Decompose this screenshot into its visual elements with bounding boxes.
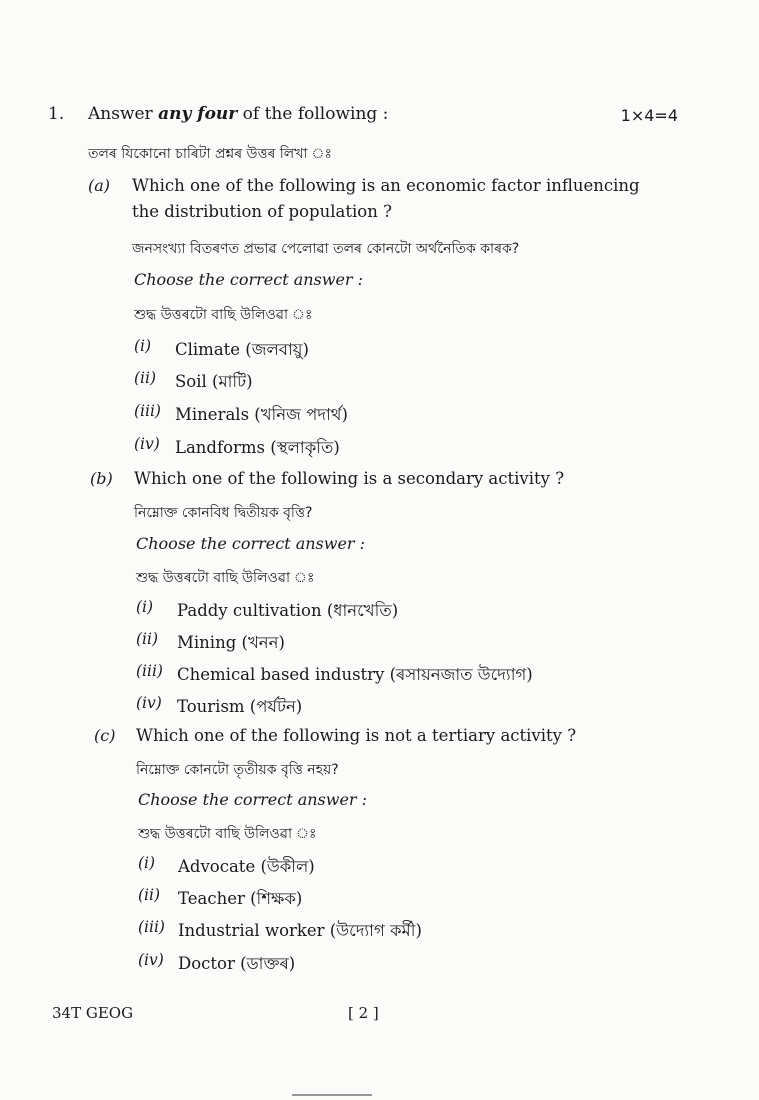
option-text: Chemical based industry (ৰসায়নজাত উদ্যোগ): [177, 665, 533, 684]
part-b-choose-bn: শুদ্ধ উত্তৰটো বাছি উলিওৱা ঃ: [136, 570, 315, 586]
part-a-choose-bn: শুদ্ধ উত্তৰটো বাছি উলিওৱা ঃ: [134, 307, 313, 323]
option-text: Teacher (শিক্ষক): [178, 889, 303, 908]
option-label: (iii): [134, 402, 161, 420]
option-text: Mining (খনন): [177, 633, 285, 652]
part-label-c: (c): [94, 726, 116, 745]
part-c-question-line1: Which one of the following is not a tertiary activity ?: [136, 726, 577, 745]
option-text: Paddy cultivation (ধানখেতি): [177, 601, 399, 620]
option-label: (ii): [134, 369, 157, 387]
option-text: Doctor (ডাক্তৰ): [178, 954, 296, 973]
part-b-question-bn: নিম্নোক্ত কোনবিধ দ্বিতীয়ক বৃত্তি?: [134, 505, 313, 521]
instruction-pre: Answer: [88, 104, 159, 124]
option-label: (i): [134, 337, 152, 355]
part-c-choose: Choose the correct answer :: [138, 790, 368, 809]
paper-code: 34T GEOG: [52, 1004, 134, 1022]
option-label: (i): [138, 854, 156, 872]
part-label-a: (a): [88, 176, 111, 195]
option-text: Advocate (উকীল): [178, 857, 315, 876]
part-c-choose-bn: শুদ্ধ উত্তৰটো বাছি উলিওৱা ঃ: [138, 826, 317, 842]
question-instruction: [88, 104, 388, 124]
instruction-post: of the following :: [237, 104, 389, 124]
option-text: Soil (মাটি): [175, 372, 253, 391]
option-label: (ii): [136, 630, 159, 648]
option-label: (iii): [138, 918, 165, 936]
page-number: [ 2 ]: [348, 1004, 379, 1022]
option-label: (iv): [136, 694, 162, 712]
question-marks: 1×4=4: [620, 106, 678, 125]
part-c-question-bn: নিম্নোক্ত কোনটো তৃতীয়ক বৃত্তি নহয়?: [136, 762, 339, 778]
part-b-choose: Choose the correct answer :: [136, 534, 366, 553]
part-b-question-line1: Which one of the following is a secondary activity ?: [134, 469, 565, 488]
instruction-bold: any four: [158, 104, 238, 124]
question-number: 1.: [48, 104, 65, 124]
part-a-question-line2: the distribution of population ?: [132, 202, 392, 221]
option-text: Tourism (পৰ্যটন): [177, 697, 303, 716]
scan-mark: [292, 1094, 372, 1096]
option-label: (i): [136, 598, 154, 616]
part-a-question-bn: জনসংখ্যা বিতৰণত প্ৰভাৱ পেলোৱা তলৰ কোনটো অৰ্থনৈতিক কাৰক?: [132, 241, 520, 257]
instruction-bn: তলৰ যিকোনো চাৰিটা প্ৰশ্নৰ উত্তৰ লিখা ঃ: [88, 146, 332, 162]
part-a-choose: Choose the correct answer :: [134, 270, 364, 289]
option-text: Minerals (খনিজ পদাৰ্থ): [175, 405, 348, 424]
option-text: Landforms (স্থলাকৃতি): [175, 438, 340, 457]
option-label: (iv): [134, 435, 160, 453]
option-text: Industrial worker (উদ্যোগ কৰ্মী): [178, 921, 422, 940]
part-a-question-line1: Which one of the following is an economic factor influencing: [132, 176, 640, 195]
option-label: (ii): [138, 886, 161, 904]
part-label-b: (b): [90, 469, 113, 488]
question-header: [48, 104, 678, 134]
option-label: (iv): [138, 951, 164, 969]
option-label: (iii): [136, 662, 163, 680]
option-text: Climate (জলবায়ু): [175, 340, 309, 359]
